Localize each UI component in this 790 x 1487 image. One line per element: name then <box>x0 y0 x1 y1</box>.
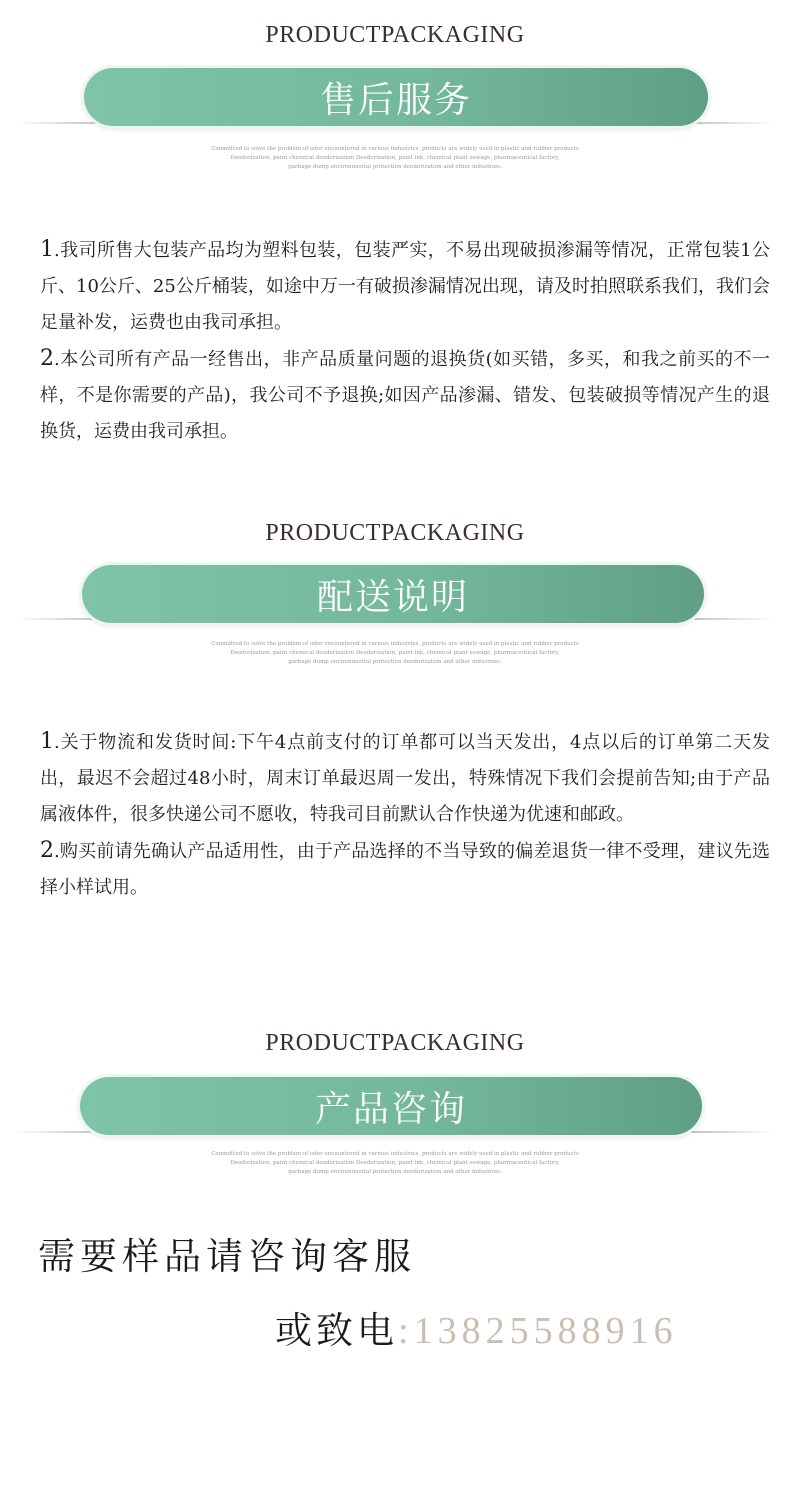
section-2-title-cn: 配送说明 <box>316 576 469 618</box>
fine-print-line: garbage dump environmental protection deodorization and other industries. <box>288 1169 502 1175</box>
section-3-fine-print <box>0 1150 790 1177</box>
fine-print-line: Committed to solve the problem of odor encountered in various industries, products are widely used in plastic and rubber products <box>211 1151 579 1157</box>
paragraph-number: 1 <box>40 729 54 754</box>
fine-print-line: Deodorization, paint chemical deodorization Deodorization, paint ink, chemical plant sewage, pharmaceutical factory, <box>230 155 560 161</box>
section-2-title-en: PRODUCTPACKAGING <box>265 520 525 546</box>
section-3-title-en: PRODUCTPACKAGING <box>265 1030 525 1056</box>
fine-print-line: Deodorization, paint chemical deodorization Deodorization, paint ink, chemical plant sewage, pharmaceutical factory, <box>230 650 560 656</box>
section-2-fine-print <box>0 640 790 667</box>
paragraph-number: 1 <box>40 237 54 262</box>
fine-print-line: garbage dump environmental protection deodorization and other industries. <box>288 659 502 665</box>
section-2-paragraph-1 <box>40 724 770 833</box>
fine-print-line: Committed to solve the problem of odor encountered in various industries, products are widely used in plastic and rubber products <box>211 641 579 647</box>
section-1-banner <box>84 68 708 126</box>
paragraph-text: .购买前请先确认产品适用性，由于产品选择的不当导致的偏差退货一律不受理，建议先选择小样试用。 <box>40 841 770 898</box>
contact-colon: : <box>398 1310 414 1352</box>
paragraph-number: 2 <box>40 346 54 371</box>
fine-print-line: Committed to solve the problem of odor encountered in various industries, products are widely used in plastic and rubber products <box>211 146 579 152</box>
section-2-paragraph-2 <box>40 833 770 906</box>
contact-phone-line <box>275 1300 678 1354</box>
section-3-title-cn: 产品咨询 <box>314 1088 467 1130</box>
contact-call-label: 或致电 <box>275 1309 398 1352</box>
fine-print-line: Deodorization, paint chemical deodorization Deodorization, paint ink, chemical plant sewage, pharmaceutical factory, <box>230 1160 560 1166</box>
section-1-fine-print <box>0 145 790 172</box>
section-1-paragraph-1 <box>40 232 770 341</box>
paragraph-text: .我司所售大包装产品均为塑料包装，包装严实，不易出现破损渗漏等情况，正常包装1公斤、10公斤、25公斤桶装，如途中万一有破损渗漏情况出现，请及时拍照联系我们，我们会足量补发，运费也由我司承担。 <box>40 240 770 333</box>
fine-print-line: garbage dump environmental protection deodorization and other industries. <box>288 164 502 170</box>
section-2-body <box>40 724 770 906</box>
paragraph-text: .本公司所有产品一经售出，非产品质量问题的退换货(如买错，多买，和我之前买的不一样，不是你需要的产品)，我公司不予退换;如因产品渗漏、错发、包装破损等情况产生的退换货，运费由我司承担。 <box>40 349 770 442</box>
contact-phone-number: 13825588916 <box>413 1310 678 1352</box>
section-1-title-en: PRODUCTPACKAGING <box>265 22 525 48</box>
paragraph-number: 2 <box>40 838 54 863</box>
contact-sample-text: 需要样品请咨询客服 <box>38 1235 416 1278</box>
section-3-banner <box>80 1077 702 1135</box>
section-2-banner <box>82 565 704 623</box>
paragraph-text: .关于物流和发货时间:下午4点前支付的订单都可以当天发出，4点以后的订单第二天发出，最迟不会超过48小时，周末订单最迟周一发出，特殊情况下我们会提前告知;由于产品属液体件，很多快递公司不愿收，特我司目前默认合作快递为优速和邮政。 <box>40 732 770 825</box>
section-1-paragraph-2 <box>40 341 770 450</box>
section-1-title-cn: 售后服务 <box>319 79 472 121</box>
section-1-body <box>40 232 770 450</box>
